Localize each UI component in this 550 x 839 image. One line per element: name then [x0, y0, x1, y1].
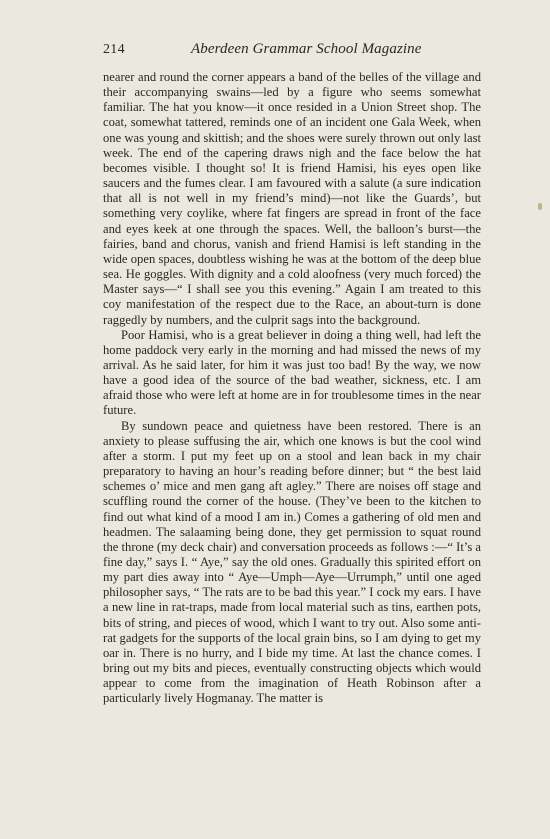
page-header [103, 40, 481, 62]
paragraph-sundown: By sundown peace and quietness have been restored. There is an anxiety to please suffusing the air, which one knows is but the cool wind after a storm. I put my feet up on a stool and lean back in my chair preparatory to having an hour’s reading before dinner; but “ the best laid schemes o’ mice and men gang aft agley.” There are noises off stage and scuffling round the corner of the house. (They’ve been to the kitchen to find out what kind of a mood I am in.) Comes a gathering of old men and headmen. The salaaming being done, they get permission to squat round the throne (my deck chair) and conversation proceeds as follows :—“ It’s a fine day,” says I. “ Aye,” say the old ones. Gradually this spirited effort on my part dies away into “ Aye—Umph—Aye—Urrumph,” until one aged philosopher says, “ The rats are to be bad this year.” I cock my ears. I have a new line in rat-traps, made from local material such as tins, earthen pots, bits of string, and pieces of wood, which I want to try out. Also some anti-rat gadgets for the supports of the local grain bins, so I am dying to get my oar in. There is no hurry, and I bide my time. At last the chance comes. I bring out my bits and pieces, eventually constructing objects which would appear to come from the imagination of Heath Robinson after a particularly lively Hogmanay. The matter is [103, 418, 481, 706]
paragraph-continued: nearer and round the corner appears a band of the belles of the village and their accompanying swains—led by a figure who seems somewhat familiar. The hat you know—it once resided in a Union Street shop. The coat, somewhat tattered, reminds one of an incident one Gala Week, when one was young and skittish; and the shoes were surely thrown out only last week. The end of the capering draws nigh and the face below the hat becomes visible. I thought so! It is friend Hamisi, his eyes open like saucers and the fumes clear. I am favoured with a salute (a sure indication that all is not well in my friend’s mind)—not like the Guards’, but something very coylike, where fat fingers are spread in front of the face and eyes keek at one through the spaces. Well, the balloon’s burst—the fairies, band and chorus, vanish and friend Hamisi is left standing in the wide open spaces, doubtless wishing he was at the bottom of the deep blue sea. He goggles. With dignity and a cold aloofness (very much forced) the Master says—“ I shall see you this evening.” Again I am treated to this coy manifestation of the respect due to the Race, an about-turn is done raggedly by numbers, and the culprit sags into the background. [103, 70, 481, 327]
paragraph-hamisi: Poor Hamisi, who is a great believer in doing a thing well, had left the home paddock very early in the morning and had missed the news of my arrival. As he said later, for him it was just too bad! By the way, we now have a good idea of the source of the bad weather, sickness, etc. I am afraid those who were left at home are in for troublesome times in the near future. [103, 327, 481, 418]
page-number: 214 [103, 42, 125, 57]
running-title: Aberdeen Grammar School Magazine [191, 41, 422, 57]
body-text [103, 70, 481, 707]
paper-blemish [538, 203, 542, 210]
